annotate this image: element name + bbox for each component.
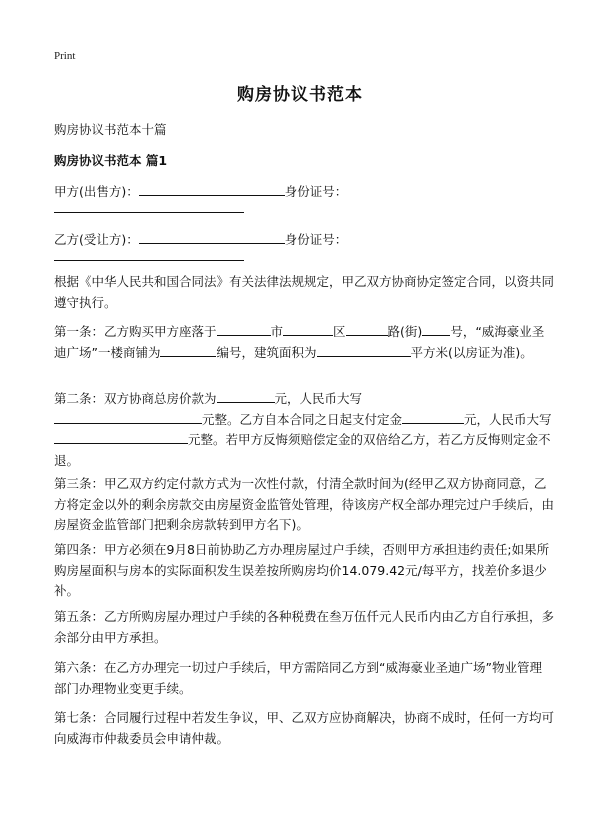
number-blank	[422, 324, 450, 336]
district-blank	[283, 324, 333, 336]
clause-5: 第五条：乙方所购房屋办理过户手续的各种税费在叁万伍仟元人民币内由乙方自行承担，多余部分由甲方承担。	[54, 609, 555, 645]
seller-line	[54, 182, 347, 200]
deposit-words-blank	[54, 432, 188, 444]
city-blank	[217, 324, 271, 336]
clause-2	[54, 389, 554, 471]
total-price-blank	[217, 391, 275, 403]
clause-1-text-g: 平方米(以房证为准)。	[410, 344, 533, 360]
clause-1-text-e: 号，“威海豪业圣迪广场”一楼商铺为	[54, 324, 545, 360]
clause-3: 第三条：甲乙双方约定付款方式为一次性付款，付清全款时间为(经甲乙双方协商同意，乙方将定金以外的剩余房款交由房屋资金监管处管理，待该房产权全部办理完过户手续后，由房屋资金监管部门把剩余房款转到甲方名下)。	[54, 476, 555, 532]
subtitle: 购房协议书范本十篇	[54, 122, 167, 137]
preamble: 根据《中华人民共和国合同法》有关法律法规规定，甲乙双方协商协定签定合同，以资共同遵守执行。	[54, 274, 555, 310]
seller-id-label: 身份证号：	[284, 184, 348, 199]
clause-2-text-e: 元整。若甲方反悔须赔偿定金的双倍给乙方，若乙方反悔则定金不退。	[54, 432, 551, 468]
buyer-name-blank	[139, 231, 285, 244]
seller-id-blank	[54, 212, 244, 213]
clause-2-text-b: 元，人民币大写	[274, 391, 363, 406]
clause-1-text-a: 第一条：乙方购买甲方座落于	[54, 324, 217, 339]
clause-6: 第六条：在乙方办理完一切过户手续后，甲方需陪同乙方到“威海豪业圣迪广场”物业管理部门办理物业变更手续。	[54, 660, 542, 696]
clause-7: 第七条：合同履行过程中若发生争议，甲、乙双方应协商解决，协商不成时，任何一方均可向威海市仲裁委员会申请仲裁。	[54, 710, 555, 746]
page-title: 购房协议书范本	[237, 85, 363, 105]
area-blank	[317, 345, 411, 357]
buyer-id-blank	[54, 260, 244, 261]
clause-1	[54, 322, 554, 363]
clause-2-text-c: 元整。乙方自本合同之日起支付定金	[202, 411, 403, 427]
seller-name-blank	[139, 183, 285, 196]
buyer-line	[54, 230, 347, 248]
shop-number-blank	[160, 345, 216, 357]
total-price-words-blank	[54, 412, 202, 424]
clause-2-text-d: 元，人民币大写	[464, 411, 552, 427]
section-heading: 购房协议书范本 篇1	[54, 153, 168, 168]
clause-2-text-a: 第二条：双方协商总房价款为	[54, 391, 217, 406]
print-link[interactable]: Print	[54, 50, 76, 62]
clause-1-text-b: 市	[270, 324, 284, 339]
clause-4: 第四条：甲方必须在9月8日前协助乙方办理房屋过户手续，否则甲方承担违约责任;如果所购房屋面积与房本的实际面积发生误差按所购房均价14.079.42元/每平方，找差价多退少补。	[54, 542, 550, 598]
clause-1-text-d: 路(街)	[387, 324, 423, 339]
seller-label: 甲方(出售方)：	[54, 184, 139, 199]
clause-1-text-f: 编号，建筑面积为	[216, 344, 317, 360]
buyer-label: 乙方(受让方)：	[54, 232, 139, 247]
road-blank	[346, 324, 388, 336]
clause-1-text-c: 区	[333, 324, 346, 339]
deposit-blank	[402, 412, 464, 424]
buyer-id-label: 身份证号：	[284, 232, 348, 247]
